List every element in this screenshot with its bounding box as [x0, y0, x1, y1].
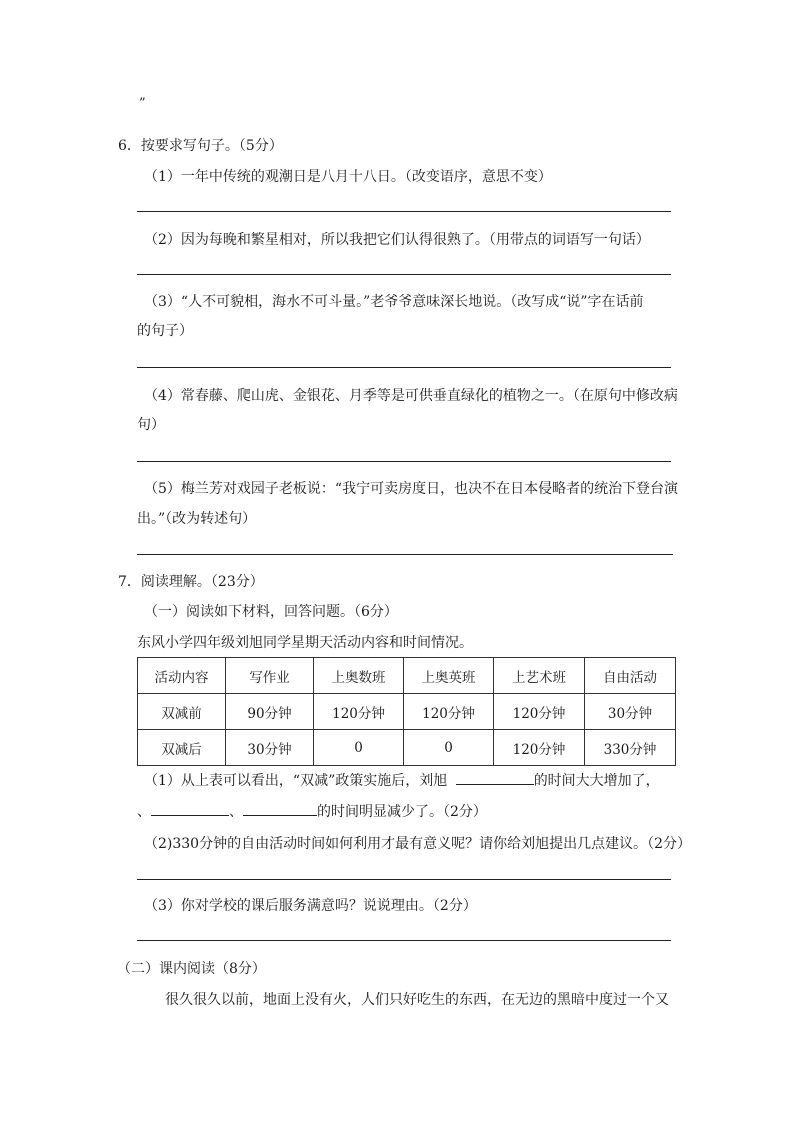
table-cell: 上奥数班 — [314, 658, 404, 694]
table-cell: 0 — [404, 730, 494, 766]
q7-part2-passage: 很久很久以前，地面上没有火，人们只好吃生的东西，在无边的黑暗中度过一个又 — [165, 992, 669, 1008]
fill-blank-1[interactable] — [456, 770, 534, 785]
q7-1-line1 — [144, 770, 660, 790]
fill-blank-3[interactable] — [243, 801, 317, 816]
q6-answer-line-4[interactable] — [137, 461, 671, 462]
table-cell: 上艺术班 — [494, 658, 585, 694]
q7-heading: 7．阅读理解。（23分） — [118, 574, 264, 590]
q7-2-question: （2)330分钟的自由活动时间如何利用才最有意义呢？请你给刘旭提出几点建议。（2分） — [144, 836, 691, 852]
q7-1-text-b: 的时间大大增加了， — [533, 773, 660, 789]
fill-blank-2[interactable] — [151, 801, 229, 816]
table-cell: 30分钟 — [226, 730, 314, 766]
q7-1-text-c: 、 — [137, 804, 151, 820]
q7-3-answer-line[interactable] — [137, 940, 671, 941]
table-cell: 双减前 — [138, 694, 226, 730]
table-cell: 上奥英班 — [404, 658, 494, 694]
q7-1-text-e: 的时间明显减少了。（2分） — [317, 804, 487, 820]
q7-1-text-a: （1）从上表可以看出，“双减”政策实施后，刘旭 — [144, 773, 448, 789]
q6-item-3-line2: 的句子） — [137, 323, 193, 339]
table-cell: 0 — [314, 730, 404, 766]
q6-item-4-line1: （4）常春藤、爬山虎、金银花、月季等是可供垂直绿化的植物之一。（在原句中修改病 — [144, 388, 678, 404]
table-cell: 120分钟 — [494, 730, 585, 766]
table-cell: 活动内容 — [138, 658, 226, 694]
closing-quote-mark: ” — [139, 96, 146, 111]
q7-part1-title: （一）阅读如下材料，回答问题。（6分） — [144, 604, 398, 620]
table-cell: 30分钟 — [585, 694, 676, 730]
q6-item-3-line1: （3）“人不可貌相，海水不可斗量。”老爷爷意味深长地说。（改写成“说”字在话前 — [144, 294, 644, 310]
table-cell: 双减后 — [138, 730, 226, 766]
table-cell: 写作业 — [226, 658, 314, 694]
table-header-row — [138, 658, 676, 694]
table-row — [138, 694, 676, 730]
q6-answer-line-3[interactable] — [137, 367, 671, 368]
table-cell: 90分钟 — [226, 694, 314, 730]
q6-answer-line-5[interactable] — [137, 554, 673, 555]
q6-item-5-line2: 出。”（改为转述句） — [137, 511, 257, 527]
q6-answer-line-2[interactable] — [137, 274, 671, 275]
q7-1-text-d: 、 — [229, 804, 243, 820]
table-cell: 120分钟 — [494, 694, 585, 730]
q6-heading: 6．按要求写句子。（5分） — [118, 138, 283, 154]
q7-3-question: （3）你对学校的课后服务满意吗？说说理由。（2分） — [144, 898, 477, 914]
q7-1-line2 — [137, 801, 487, 821]
q6-answer-line-1[interactable] — [137, 211, 671, 212]
table-cell: 120分钟 — [314, 694, 404, 730]
activity-table — [137, 657, 676, 766]
q7-2-answer-line[interactable] — [137, 879, 671, 880]
q6-item-1: （1）一年中传统的观潮日是八月十八日。（改变语序，意思不变） — [144, 169, 552, 185]
q6-item-2: （2）因为每晚和繁星相对，所以我把它们认得很熟了。（用带点的词语写一句话） — [144, 232, 650, 248]
table-row — [138, 730, 676, 766]
q7-part1-intro: 东风小学四年级刘旭同学星期天活动内容和时间情况。 — [137, 635, 473, 651]
q6-item-4-line2: 句） — [137, 417, 165, 433]
table-cell: 120分钟 — [404, 694, 494, 730]
table-cell: 自由活动 — [585, 658, 676, 694]
table-cell: 330分钟 — [585, 730, 676, 766]
q6-item-5-line1: （5）梅兰芳对戏园子老板说：“我宁可卖房度日，也决不在日本侵略者的统治下登台演 — [144, 481, 679, 497]
q7-part2-title: （二）课内阅读（8分） — [117, 961, 266, 977]
